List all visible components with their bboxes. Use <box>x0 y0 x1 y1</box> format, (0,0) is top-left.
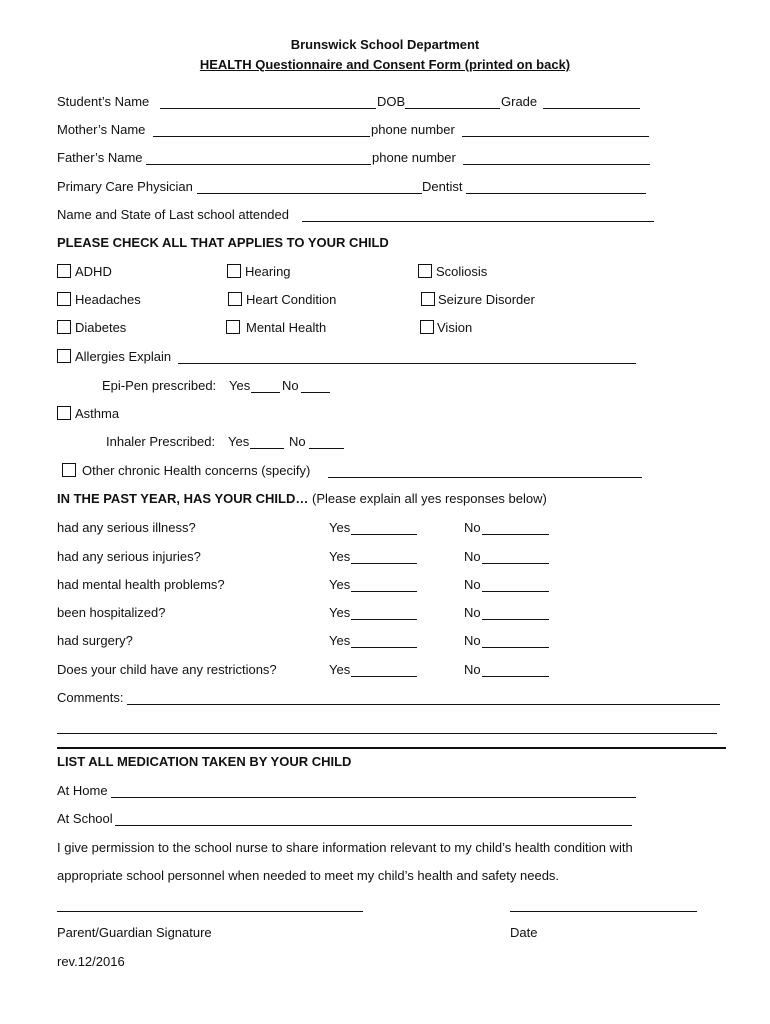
dentist-field[interactable] <box>466 193 646 194</box>
no-label: No <box>464 549 481 564</box>
question-restrictions: Does your child have any restrictions? <box>57 662 277 677</box>
yes-label: Yes <box>329 605 351 620</box>
mother-name-field[interactable] <box>153 136 370 137</box>
seizure-disorder-label: Seizure Disorder <box>438 292 535 307</box>
other-concerns-checkbox[interactable] <box>62 463 76 477</box>
other-concerns-label: Other chronic Health concerns (specify) <box>82 463 311 478</box>
date-field[interactable] <box>510 911 697 912</box>
no-field-surgery[interactable] <box>482 647 549 648</box>
yes-field-restrictions[interactable] <box>351 676 417 677</box>
student-name-field[interactable] <box>160 108 376 109</box>
grade-field[interactable] <box>543 108 640 109</box>
father-name-field[interactable] <box>146 164 371 165</box>
at-school-label: At School <box>57 811 113 826</box>
primary-care-label: Primary Care Physician <box>57 179 193 194</box>
at-home-field[interactable] <box>111 797 636 798</box>
signature-label: Parent/Guardian Signature <box>57 925 212 940</box>
comments-field-line-2[interactable] <box>57 733 717 734</box>
student-name-label: Student’s Name <box>57 94 150 109</box>
no-label: No <box>464 605 481 620</box>
primary-care-field[interactable] <box>197 193 422 194</box>
headaches-label: Headaches <box>75 292 141 307</box>
revision-label: rev.12/2016 <box>57 954 125 969</box>
allergies-label: Allergies Explain <box>75 349 172 364</box>
at-home-label: At Home <box>57 783 108 798</box>
consent-line-1: I give permission to the school nurse to share information relevant to my child’s health condition with <box>57 840 633 855</box>
date-label: Date <box>510 925 538 940</box>
no-field-illness[interactable] <box>482 534 549 535</box>
mother-name-label: Mother’s Name <box>57 122 146 137</box>
epipen-yes-label: Yes <box>229 378 251 393</box>
hearing-label: Hearing <box>245 264 291 279</box>
inhaler-no-label: No <box>289 434 306 449</box>
mother-phone-label: phone number <box>371 122 455 137</box>
comments-field-line-1[interactable] <box>127 704 720 705</box>
signature-field[interactable] <box>57 911 363 912</box>
no-label: No <box>464 662 481 677</box>
asthma-label: Asthma <box>75 406 120 421</box>
no-field-mental[interactable] <box>482 591 549 592</box>
epipen-no-field[interactable] <box>301 392 330 393</box>
org-name: Brunswick School Department <box>290 37 480 52</box>
at-school-field[interactable] <box>115 825 632 826</box>
inhaler-yes-field[interactable] <box>250 448 284 449</box>
yes-label: Yes <box>329 633 351 648</box>
last-school-field[interactable] <box>302 221 654 222</box>
epipen-no-label: No <box>282 378 299 393</box>
vision-label: Vision <box>437 320 473 335</box>
epipen-label: Epi-Pen prescribed: <box>102 378 217 393</box>
inhaler-yes-label: Yes <box>228 434 250 449</box>
mother-phone-field[interactable] <box>462 136 649 137</box>
seizure-disorder-checkbox[interactable] <box>421 292 435 306</box>
question-mental-health: had mental health problems? <box>57 577 225 592</box>
last-school-label: Name and State of Last school attended <box>57 207 289 222</box>
yes-field-illness[interactable] <box>351 534 417 535</box>
diabetes-label: Diabetes <box>75 320 127 335</box>
question-serious-illness: had any serious illness? <box>57 520 196 535</box>
asthma-checkbox[interactable] <box>57 406 71 420</box>
inhaler-no-field[interactable] <box>309 448 344 449</box>
comments-label: Comments: <box>57 690 124 705</box>
medication-heading: LIST ALL MEDICATION TAKEN BY YOUR CHILD <box>57 754 352 769</box>
consent-line-2: appropriate school personnel when needed to meet my child’s health and safety needs. <box>57 868 560 883</box>
inhaler-label: Inhaler Prescribed: <box>106 434 216 449</box>
yes-label: Yes <box>329 577 351 592</box>
father-name-label: Father’s Name <box>57 150 143 165</box>
father-phone-field[interactable] <box>463 164 650 165</box>
no-label: No <box>464 633 481 648</box>
mental-health-label: Mental Health <box>246 320 327 335</box>
epipen-yes-field[interactable] <box>251 392 280 393</box>
yes-field-injuries[interactable] <box>351 563 417 564</box>
allergies-field[interactable] <box>178 363 636 364</box>
yes-label: Yes <box>329 662 351 677</box>
father-phone-label: phone number <box>372 150 456 165</box>
headaches-checkbox[interactable] <box>57 292 71 306</box>
scoliosis-checkbox[interactable] <box>418 264 432 278</box>
question-surgery: had surgery? <box>57 633 133 648</box>
form-title: HEALTH Questionnaire and Consent Form (printed on back) <box>199 57 571 72</box>
question-serious-injuries: had any serious injuries? <box>57 549 201 564</box>
heart-condition-label: Heart Condition <box>246 292 337 307</box>
heart-condition-checkbox[interactable] <box>228 292 242 306</box>
dentist-label: Dentist <box>422 179 463 194</box>
vision-checkbox[interactable] <box>420 320 434 334</box>
hearing-checkbox[interactable] <box>227 264 241 278</box>
yes-field-hospitalized[interactable] <box>351 619 417 620</box>
no-label: No <box>464 577 481 592</box>
grade-label: Grade <box>501 94 538 109</box>
adhd-checkbox[interactable] <box>57 264 71 278</box>
conditions-heading: PLEASE CHECK ALL THAT APPLIES TO YOUR CHILD <box>57 235 389 250</box>
other-concerns-field[interactable] <box>328 477 642 478</box>
yes-field-mental[interactable] <box>351 591 417 592</box>
diabetes-checkbox[interactable] <box>57 320 71 334</box>
no-field-hospitalized[interactable] <box>482 619 549 620</box>
question-hospitalized: been hospitalized? <box>57 605 166 620</box>
past-year-heading <box>57 491 547 507</box>
allergies-checkbox[interactable] <box>57 349 71 363</box>
adhd-label: ADHD <box>75 264 112 279</box>
no-label: No <box>464 520 481 535</box>
dob-field[interactable] <box>405 108 500 109</box>
no-field-injuries[interactable] <box>482 563 549 564</box>
dob-label: DOB <box>377 94 406 109</box>
yes-field-surgery[interactable] <box>351 647 417 648</box>
section-divider <box>57 747 726 749</box>
yes-label: Yes <box>329 520 351 535</box>
mental-health-checkbox[interactable] <box>226 320 240 334</box>
no-field-restrictions[interactable] <box>482 676 549 677</box>
yes-label: Yes <box>329 549 351 564</box>
past-year-heading-text: IN THE PAST YEAR, HAS YOUR CHILD… <box>57 491 309 506</box>
past-year-note: (Please explain all yes responses below) <box>308 491 547 506</box>
scoliosis-label: Scoliosis <box>436 264 488 279</box>
